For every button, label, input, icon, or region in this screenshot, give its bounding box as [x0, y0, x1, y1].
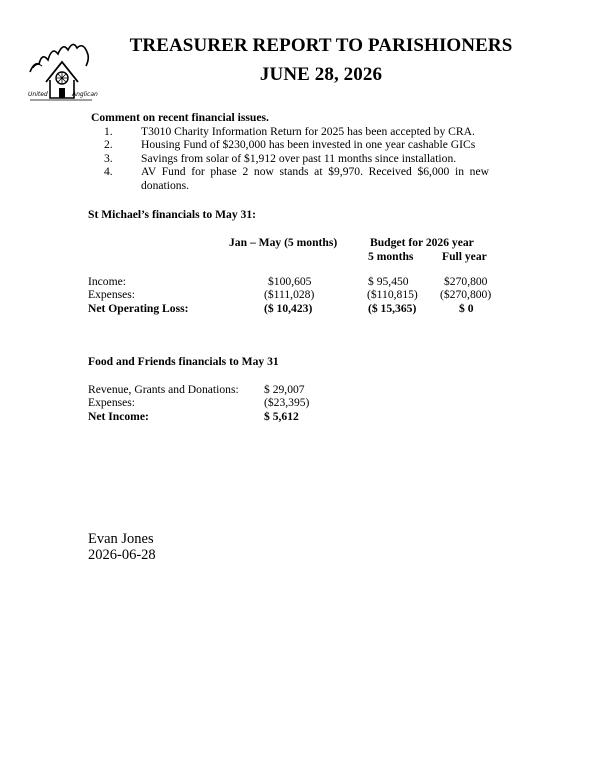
report-date: JUNE 28, 2026: [259, 64, 383, 85]
revenue-value: $ 29,007: [264, 383, 305, 396]
income-label: Income:: [88, 275, 126, 288]
column-header-budget: Budget for 2026 year: [370, 236, 474, 249]
list-item-text: Housing Fund of $230,000 has been invested in one year cashable GICs: [141, 138, 476, 152]
income-budget-5m-value: $ 95,450: [368, 275, 409, 288]
list-item-number: 3.: [104, 151, 113, 165]
expenses-label: Expenses:: [88, 288, 136, 301]
food-expenses-label: Expenses:: [88, 396, 136, 409]
expenses-budget-5m-value: ($110,815): [367, 288, 418, 301]
column-header-ytd: Jan – May (5 months): [229, 236, 338, 249]
list-item-text: T3010 Charity Information Return for 2025 has been accepted by CRA.: [141, 125, 475, 138]
list-item-number: 1.: [104, 125, 113, 138]
net-operating-loss-budget-5m-value: ($ 15,365): [368, 302, 417, 315]
report-title: TREASURER REPORT TO PARISHIONERS: [129, 35, 513, 56]
column-header-5-months: 5 months: [368, 250, 414, 263]
list-item-text: Savings from solar of $1,912 over past 11 months since installation.: [141, 151, 457, 165]
list-item-number: 4.: [104, 165, 113, 179]
net-operating-loss-label: Net Operating Loss:: [88, 302, 189, 315]
logo-text-right: Anglican: [72, 91, 98, 98]
st-michaels-heading: St Michael’s financials to May 31:: [88, 208, 256, 221]
expenses-budget-full-value: ($270,800): [440, 288, 492, 301]
food-friends-heading: Food and Friends financials to May 31: [88, 355, 279, 368]
list-item: [104, 138, 489, 151]
church-logo: [28, 38, 98, 102]
list-item: [104, 125, 489, 138]
list-item-text: AV Fund for phase 2 now stands at $9,970. Received $6,000 in new donations.: [141, 165, 489, 192]
net-income-value: $ 5,612: [264, 410, 299, 423]
net-income-label: Net Income:: [88, 410, 149, 423]
logo-text-left: United: [28, 91, 48, 98]
comments-heading: Comment on recent financial issues.: [91, 111, 269, 124]
net-operating-loss-budget-full-value: $ 0: [459, 302, 474, 315]
food-expenses-value: ($23,395): [264, 396, 310, 409]
income-budget-full-value: $270,800: [444, 275, 488, 288]
list-item-number: 2.: [104, 138, 113, 152]
list-item: [104, 165, 489, 192]
issues-list: [104, 125, 489, 192]
net-operating-loss-ytd-value: ($ 10,423): [264, 302, 313, 315]
list-item: [104, 152, 489, 165]
expenses-ytd-value: ($111,028): [264, 288, 315, 301]
revenue-label: Revenue, Grants and Donations:: [88, 383, 239, 396]
income-ytd-value: $100,605: [268, 275, 312, 288]
signature-name: Evan Jones: [88, 531, 154, 547]
signature-date: 2026-06-28: [88, 547, 156, 563]
column-header-full-year: Full year: [442, 250, 487, 263]
